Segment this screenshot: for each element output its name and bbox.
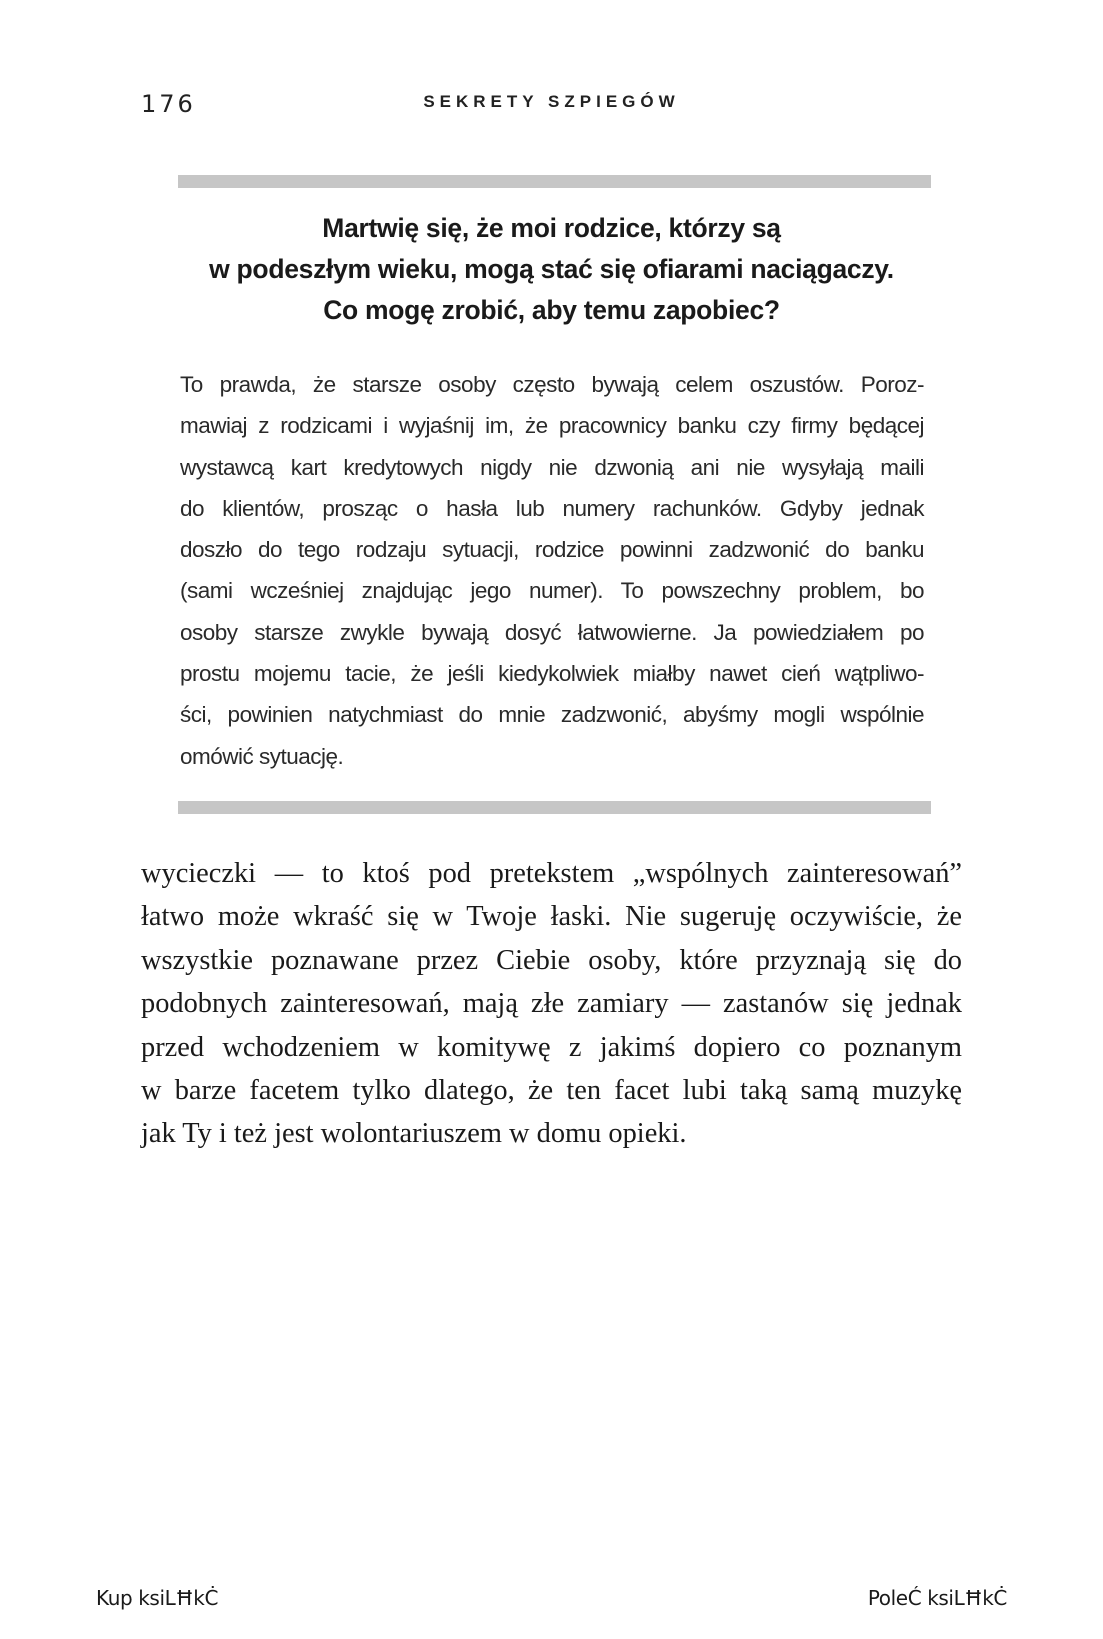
answer-line: omówić sytuację. [180,743,344,769]
body-line: wycieczki — to ktoś pod pretekstem „wspólnych zainteresowań” [141,858,962,889]
answer-line: (sami wcześniej znajdując jego numer). To powszechny problem, bo [180,578,924,604]
answer-line: doszło do tego rodzaju sytuacji, rodzice powinni zadzwonić do banku [180,537,924,563]
sidebar-box-top-rule [178,175,931,188]
body-line: podobnych zainteresowań, mają złe zamiary — zastanów się jednak [141,988,962,1020]
body-line: łatwo może wkraść się w Twoje łaski. Nie sugeruję oczywiście, że [141,901,962,933]
answer-line: To prawda, że starsze osoby często bywają celem oszustów. Poroz- [180,372,924,397]
body-paragraph [141,852,962,1156]
answer-line: osoby starsze zwykle bywają dosyć łatwowierne. Ja powiedziałem po [180,619,924,645]
question-line: Co mogę zrobić, aby temu zapobiec? [323,295,780,325]
body-line: jak Ty i też jest wolontariuszem w domu opieki. [141,1118,687,1150]
recommend-book-link[interactable]: PoleĆ ksiLĦkĊ [867,1586,1007,1610]
running-title: SEKRETY SZPIEGÓW [423,92,680,111]
answer-line: prostu mojemu tacie, że jeśli kiedykolwiek miałby nawet cień wątpliwo- [180,661,924,687]
page-number: 176 [141,90,196,118]
answer-line: ści, powinien natychmiast do mnie zadzwonić, abyśmy mogli wspólnie [180,702,924,728]
question-line: w podeszłym wieku, mogą stać się ofiarami naciągaczy. [209,254,894,284]
body-line: przed wchodzeniem w komitywę z jakimś dopiero co poznanym [141,1031,962,1063]
question-line: Martwię się, że moi rodzice, którzy są [322,213,781,243]
sidebar-box-question [140,208,963,331]
sidebar-box-bottom-rule [178,801,931,814]
answer-line: wystawcą kart kredytowych nigdy nie dzwonią ani nie wysyłają maili [180,454,924,480]
answer-line: mawiaj z rodzicami i wyjaśnij im, że pracownicy banku czy firmy będącej [180,413,924,439]
buy-book-link[interactable]: Kup ksiLĦkĊ [96,1586,219,1610]
answer-line: do klientów, prosząc o hasła lub numery rachunków. Gdyby jednak [180,495,924,521]
body-line: wszystkie poznawane przez Ciebie osoby, które przyznają się do [141,944,962,976]
sidebar-box-answer [180,364,924,777]
body-line: w barze facetem tylko dlatego, że ten facet lubi taką samą muzykę [141,1075,962,1107]
